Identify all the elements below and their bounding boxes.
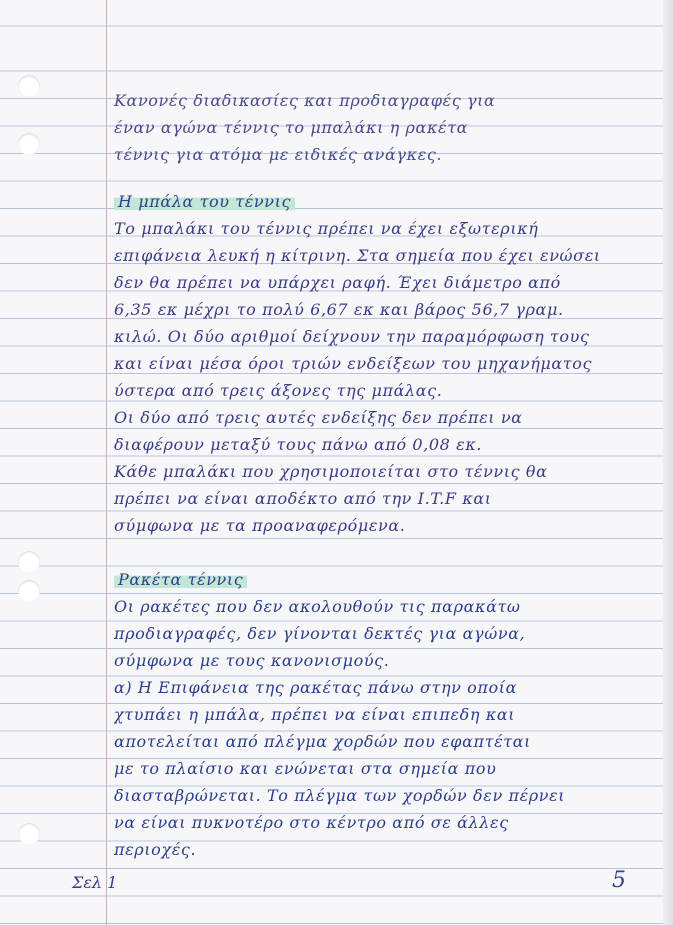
binder-hole	[18, 75, 40, 97]
text-line: Κάθε μπαλάκι που χρησιμοποιείται στο τέννις θα	[114, 462, 548, 481]
page-edge-shadow	[663, 0, 673, 925]
binder-hole	[18, 133, 40, 155]
text-line: δεν θα πρέπει να υπάρχει ραφή. Έχει διάμετρο από	[114, 273, 561, 292]
title-line: έναν αγώνα τέννις το μπαλάκι η ρακέτα	[114, 118, 469, 137]
text-line: σύμφωνα με τα προαναφερόμενα.	[114, 516, 406, 535]
text-line: α) Η Επιφάνεια της ρακέτας πάνω στην οποία	[114, 678, 518, 697]
text-line: ύστερα από τρεις άξονες της μπάλας.	[114, 381, 443, 400]
text-line: 6,35 εκ μέχρι το πολύ 6,67 εκ και βάρος 56,7 γραμ.	[114, 300, 564, 319]
text-line: πρέπει να είναι αποδέκτο από την I.T.F και	[114, 489, 492, 508]
text-line: επιφάνεια λευκή η κίτρινη. Στα σημεία που έχει ενώσει	[114, 246, 601, 265]
section-heading-racket	[114, 566, 659, 593]
binder-hole	[18, 823, 40, 845]
text-line: Οι ρακέτες που δεν ακολουθούν τις παρακάτω	[114, 597, 521, 616]
text-line: με το πλαίσιο και ενώνεται στα σημεία που	[114, 759, 497, 778]
text-line: σύμφωνα με τους κανονισμούς.	[114, 651, 390, 670]
binder-hole	[18, 551, 40, 573]
section-heading-racket-text: Ρακέτα τέννις	[114, 570, 247, 589]
text-line: αποτελείται από πλέγμα χορδών που εφαπτέται	[114, 732, 532, 751]
text-line: προδιαγραφές, δεν γίνονται δεκτές για αγώνα,	[114, 624, 526, 643]
margin-line	[106, 0, 107, 925]
text-line: και είναι μέσα όροι τριών ενδείξεων του μηχανήματος	[114, 354, 593, 373]
text-line: να είναι πυκνοτέρο στο κέντρο από σε άλλες	[114, 813, 509, 832]
text-line: περιοχές.	[114, 840, 197, 859]
text-line: κιλώ. Οι δύο αριθμοί δείχνουν την παραμόρφωση τους	[114, 327, 590, 346]
text-line: χτυπάει η μπάλα, πρέπει να είναι επιπεδη και	[114, 705, 516, 724]
page-label: Σελ 1	[72, 873, 118, 892]
title-line: τέννις για ατόμα με ειδικές ανάγκες.	[114, 145, 443, 164]
text-line: διασταβρώνεται. Το πλέγμα των χορδών δεν πέρνει	[114, 786, 566, 805]
section-heading-ball	[114, 188, 659, 215]
page-number: 5	[612, 868, 626, 893]
section-heading-ball-text: Η μπάλα του τέννις	[114, 192, 295, 211]
text-line: διαφέρουν μεταξύ τους πάνω από 0,08 εκ.	[114, 435, 483, 454]
title-line: Κανονές διαδικασίες και προδιαγραφές για	[114, 91, 496, 110]
text-line: Οι δύο από τρεις αυτές ενδείξης δεν πρέπει να	[114, 408, 523, 427]
text-line: Το μπαλάκι του τέννις πρέπει να έχει εξωτερική	[114, 219, 539, 238]
binder-hole	[18, 580, 40, 602]
